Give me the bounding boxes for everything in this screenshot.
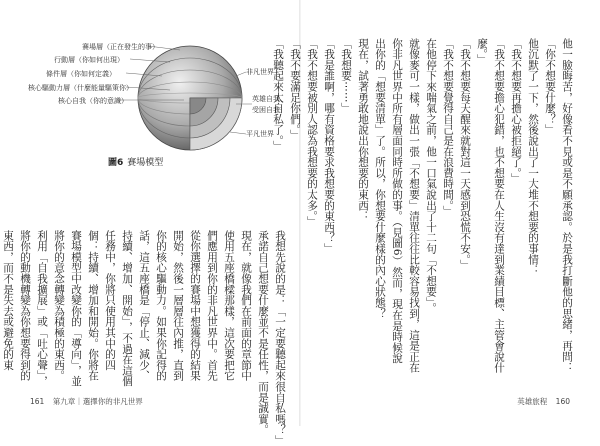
label-ordinary-world: 平凡世界 [246,130,274,138]
label-stuck-self: 受困自我 [252,106,280,114]
label-conditioning-layer: 條件層（你如何定義） [46,70,116,78]
right-paragraph: 「我不想要每天醒來就對這一天感到恐慌不安。」 [459,38,471,271]
right-paragraph: 「我不要滿足你們。」 [289,38,301,141]
right-paragraph: 「我不想要被別人認為我想要的太多。」 [306,38,318,228]
right-page-number: 160 [555,397,570,406]
right-paragraph: 「我想要⋯⋯」 [340,38,352,114]
right-paragraph: 在他停下來喘氣之前，他一口氣說出了十二句「不想要」。 [425,38,437,314]
right-paragraph: 現在，試著勇敢地說出你想要的東西： [357,38,369,222]
left-paragraph: 現在，就像我們在前面的章節中使用五座橋樑那樣，這次要把它們應用到你的非凡世界中。首先從你選擇的賽場中想獲得的結果開始，然後一層層往內推，直到你的核心驅動力。如果你記得的話，這五座橋是「停止、減少、持續、增加、開始」，不過在這個任務中，你將只使用其中的四個：持續、增加和開始。你將在賽場模型中改變你的「導向」，並將你的意念轉變為積極的東西。利用「自我擴展」或「吐心聲」，將你的動機轉變為你想要得到的東西，而不是失去或避免的東 [2,230,252,387]
right-paragraph: 就像麥可一樣，做出一張「不想要」清單往往比較容易找到，這是正在你非凡世界中所有層面同時所做的事。（見圖6）然而，現在是時候說出你的「想要清單」了。所以，你想要什麼樣的內心狀態？ [374,38,420,373]
right-paragraph: 他沉默了一下，然後說出了一大堆不想要的事情： [527,38,539,276]
left-footer [30,396,143,407]
left-page-number: 161 [30,397,45,406]
right-footer [517,396,570,407]
label-core-self: 核心自我（你的意識） [58,97,128,105]
right-paragraph: 「我聽起來太自私了。」 [272,38,284,152]
right-paragraph: 他一臉晦苦，好像看不見或是不願承認。於是我打斷他的思緒，再問：「你不想要什麼？」 [544,38,573,373]
left-chapter-title: 第九章｜選擇你的非凡世界 [52,397,143,406]
arena-model-figure [30,38,292,156]
right-paragraph: 「我不想要再擔心被拒絕了。」 [510,38,522,184]
right-paragraph: 「我不想要擔心犯錯，也不想要在人生沒有達到業績目標、主管會說什麼。」 [476,38,505,373]
left-paragraph: 我想先說的是：「一定要聽起來很自私嗎？」 [274,230,286,446]
left-paragraph: 承諾自己想要什麼並不是任性，而是誠實。 [257,230,269,436]
figure-title: 賽場模型 [127,158,164,168]
label-arena-layer: 賽場層（正在發生的事） [82,43,159,51]
figure-number: 圖6 [108,158,124,168]
label-extraordinary-world: 非凡世界 [246,68,274,76]
figure-caption [108,155,228,168]
label-hero-self: 英雄自我 [252,95,280,103]
right-running-title: 英雄旅程 [517,397,548,406]
label-drive-layer: 核心驅動力層（什麼能量驅策你） [28,84,133,92]
label-action-layer: 行動層（你如何出現） [54,56,124,64]
right-paragraph: 「我是誰啊，哪有資格要求我想要的東西？」 [323,38,335,254]
right-paragraph: 「我不想要覺得自己是在浪費時間。」 [442,38,454,217]
